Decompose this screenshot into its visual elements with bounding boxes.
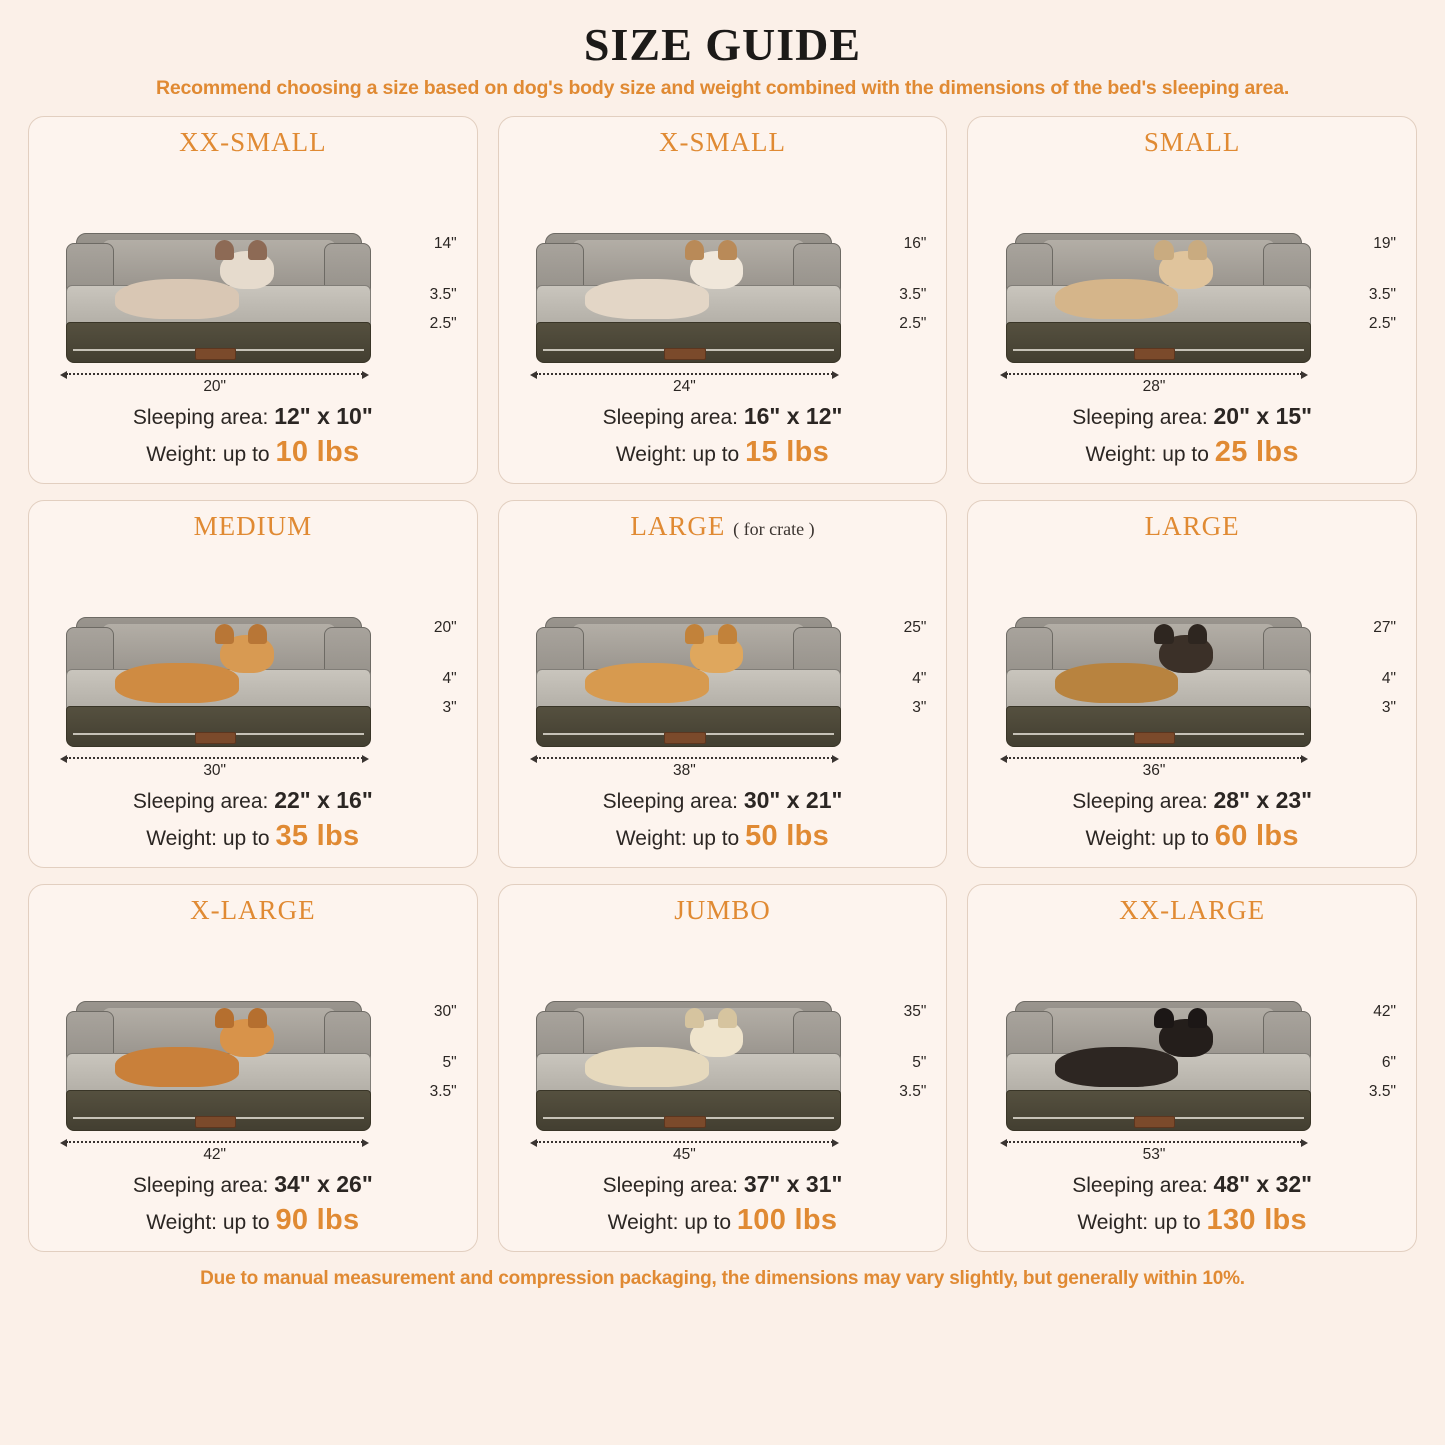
dim-thickness: 2.5" [429,314,457,332]
card-specs [511,786,935,855]
dim-height: 16" [903,235,927,253]
dim-thickness: 3.5" [1368,1082,1396,1100]
dim-bolster: 4" [1381,669,1396,687]
bed-illustration [980,928,1404,1170]
weight-label: Weight: [615,442,687,466]
dim-height: 25" [903,619,927,637]
card-title [511,895,935,926]
dim-width-line [1006,373,1303,396]
size-card [967,116,1417,484]
dim-width-line [66,757,363,780]
sleeping-area-value: 48" x 32" [1213,1171,1313,1198]
dim-bolster: 4" [442,669,457,687]
dim-height: 14" [433,235,457,253]
dim-bolster: 3.5" [899,285,927,303]
dog-bed-graphic [536,617,841,748]
weight-value: 60 lbs [1214,819,1299,852]
dim-bolster: 5" [912,1053,927,1071]
pet-illustration [585,251,744,319]
pet-ear-right [718,240,737,260]
brand-tag [664,732,705,744]
weight-line [980,1202,1404,1239]
dog-bed-graphic [66,617,371,748]
weight-upto: up to [222,826,270,850]
size-card-grid [28,116,1417,1252]
pet-body [1055,279,1179,318]
sleeping-area-line [511,402,935,432]
sleeping-area-label: Sleeping area: [602,406,738,430]
brand-tag [195,1116,236,1128]
dim-width-line [66,373,363,396]
dim-width-line [1006,1141,1303,1164]
weight-upto: up to [222,442,270,466]
pet-body [115,663,239,702]
card-title [980,127,1404,158]
size-card [967,500,1417,868]
card-specs [980,1170,1404,1239]
pet-ear-right [718,1008,737,1028]
brand-tag [1134,732,1175,744]
card-title [511,511,935,542]
pet-ear-right [248,240,267,260]
pet-body [585,1047,709,1086]
dim-thickness: 3" [442,698,457,716]
weight-upto: up to [1162,442,1209,466]
sleeping-area-label: Sleeping area: [1072,406,1208,430]
pet-ear-left [685,1008,704,1028]
dim-thickness: 2.5" [1368,314,1396,332]
sleeping-area-line [41,402,465,432]
card-size-name: XX-SMALL [179,127,327,157]
weight-label: Weight: [1085,826,1157,850]
card-specs [41,402,465,471]
dim-bolster: 3.5" [429,285,457,303]
weight-value: 100 lbs [736,1203,838,1236]
dim-height: 42" [1373,1003,1396,1021]
dim-thickness: 2.5" [899,314,927,332]
card-size-name: JUMBO [674,895,771,925]
weight-upto: up to [222,1210,270,1234]
sleeping-area-value: 16" x 12" [743,403,843,430]
pet-body [1055,663,1179,702]
pet-ear-left [1154,624,1173,644]
weight-upto: up to [1153,1210,1201,1234]
dim-width-line [536,1141,833,1164]
dim-thickness: 3" [912,698,927,716]
card-title [41,895,465,926]
dim-width-line [536,373,833,396]
dim-width: 30" [203,762,227,780]
weight-line [41,818,465,855]
dim-width: 28" [1142,378,1166,396]
sleeping-area-value: 34" x 26" [274,1171,373,1198]
card-size-note: ( for crate ) [733,519,815,539]
pet-ear-left [215,624,234,644]
card-size-name: SMALL [1143,127,1241,157]
pet-illustration [585,635,744,703]
dim-width: 20" [203,378,227,396]
sleeping-area-line [980,402,1404,432]
size-card [28,884,478,1252]
dim-width-line [1006,757,1303,780]
card-size-name: X-SMALL [658,127,786,157]
size-card [28,500,478,868]
dog-bed-graphic [66,1001,371,1132]
sleeping-area-label: Sleeping area: [132,790,269,814]
card-title [980,895,1404,926]
dim-thickness: 3" [1381,698,1396,716]
weight-upto: up to [692,442,740,466]
bed-base [66,1090,371,1131]
weight-value: 90 lbs [275,1203,360,1236]
brand-tag [195,348,236,360]
sleeping-area-label: Sleeping area: [132,406,269,430]
sleeping-area-label: Sleeping area: [132,1174,269,1198]
dog-bed-graphic [1006,233,1311,364]
pet-ear-right [248,1008,267,1028]
weight-line [41,434,465,471]
size-card [498,116,948,484]
size-card [28,116,478,484]
card-specs [41,1170,465,1239]
pet-body [585,663,709,702]
bed-illustration [511,544,935,786]
weight-value: 25 lbs [1214,435,1299,468]
dog-bed-graphic [536,1001,841,1132]
sleeping-area-value: 37" x 31" [743,1171,843,1198]
sleeping-area-value: 20" x 15" [1213,403,1313,430]
sleeping-area-line [511,786,935,816]
card-title [41,511,465,542]
brand-tag [664,1116,705,1128]
bed-illustration [41,544,465,786]
dog-bed-graphic [66,233,371,364]
bed-base [1006,1090,1311,1131]
weight-line [511,1202,935,1239]
sleeping-area-value: 28" x 23" [1213,787,1313,814]
card-size-name: XX-LARGE [1119,895,1266,925]
pet-ear-right [1188,1008,1207,1028]
bed-base [66,322,371,363]
bed-base [536,1090,841,1131]
size-card [967,884,1417,1252]
pet-ear-left [1154,240,1173,260]
card-title [980,511,1404,542]
card-specs [511,1170,935,1239]
pet-illustration [115,251,274,319]
card-size-name: MEDIUM [193,511,313,541]
sleeping-area-line [980,786,1404,816]
card-specs [41,786,465,855]
bed-base [66,706,371,747]
brand-tag [664,348,705,360]
dim-height: 27" [1373,619,1396,637]
sleeping-area-label: Sleeping area: [602,1174,738,1198]
weight-line [511,818,935,855]
sleeping-area-label: Sleeping area: [1072,790,1208,814]
brand-tag [1134,348,1175,360]
pet-illustration [585,1019,744,1087]
pet-ear-right [718,624,737,644]
sleeping-area-line [41,1170,465,1200]
bed-illustration [980,544,1404,786]
card-size-name: X-LARGE [190,895,316,925]
weight-value: 35 lbs [275,819,360,852]
disclaimer-note: Due to manual measurement and compression packaging, the dimensions may vary slightly, but generally within 10%. [200,1268,1245,1289]
card-specs [980,786,1404,855]
weight-value: 50 lbs [745,819,830,852]
pet-body [115,1047,239,1086]
pet-ear-left [685,240,704,260]
weight-value: 15 lbs [745,435,830,468]
dim-width: 38" [672,762,696,780]
pet-body [585,279,709,318]
weight-upto: up to [1162,826,1209,850]
dim-height: 20" [433,619,457,637]
weight-value: 10 lbs [275,435,360,468]
dim-width: 36" [1142,762,1166,780]
weight-label: Weight: [146,1210,218,1234]
dim-height: 19" [1373,235,1396,253]
card-size-name: LARGE [1144,511,1240,541]
dim-height: 35" [903,1003,927,1021]
pet-body [115,279,239,318]
page-subtitle: Recommend choosing a size based on dog's body size and weight combined with the dimensions of the bed's sleeping area. [155,77,1290,99]
bed-illustration [511,928,935,1170]
pet-body [1055,1047,1179,1086]
weight-label: Weight: [146,826,218,850]
weight-line [980,818,1404,855]
sleeping-area-label: Sleeping area: [602,790,738,814]
card-title [511,127,935,158]
dim-width: 45" [672,1146,696,1164]
bed-base [1006,322,1311,363]
bed-base [536,322,841,363]
dim-bolster: 3.5" [1368,285,1396,303]
sleeping-area-value: 22" x 16" [274,787,373,814]
dim-width: 24" [672,378,696,396]
sleeping-area-value: 30" x 21" [743,787,843,814]
pet-illustration [115,635,274,703]
sleeping-area-label: Sleeping area: [1072,1174,1208,1198]
dim-height: 30" [433,1003,457,1021]
card-specs [511,402,935,471]
weight-upto: up to [692,826,740,850]
brand-tag [1134,1116,1175,1128]
dim-width: 42" [203,1146,227,1164]
bed-illustration [41,160,465,402]
dim-width: 53" [1142,1146,1166,1164]
sleeping-area-line [980,1170,1404,1200]
pet-illustration [115,1019,274,1087]
dim-width-line [66,1141,363,1164]
size-card [498,500,948,868]
dim-thickness: 3.5" [899,1082,927,1100]
sleeping-area-value: 12" x 10" [274,403,373,430]
dim-bolster: 4" [912,669,927,687]
brand-tag [195,732,236,744]
pet-illustration [1055,251,1214,319]
pet-ear-right [248,624,267,644]
pet-illustration [1055,1019,1214,1087]
dim-thickness: 3.5" [429,1082,457,1100]
card-size-name: LARGE [630,511,726,541]
pet-ear-left [1154,1008,1173,1028]
pet-ear-right [1188,624,1207,644]
page-title: SIZE GUIDE [583,19,862,70]
card-title [41,127,465,158]
bed-base [1006,706,1311,747]
dog-bed-graphic [1006,617,1311,748]
weight-line [980,434,1404,471]
weight-label: Weight: [615,826,687,850]
dog-bed-graphic [1006,1001,1311,1132]
dog-bed-graphic [536,233,841,364]
size-card [498,884,948,1252]
dim-width-line [536,757,833,780]
weight-upto: up to [684,1210,732,1234]
weight-label: Weight: [607,1210,679,1234]
weight-label: Weight: [146,442,218,466]
bed-base [536,706,841,747]
bed-illustration [980,160,1404,402]
card-specs [980,402,1404,471]
sleeping-area-line [41,786,465,816]
weight-value: 130 lbs [1206,1203,1307,1236]
pet-ear-left [685,624,704,644]
pet-ear-left [215,1008,234,1028]
dim-bolster: 6" [1381,1053,1396,1071]
bed-illustration [511,160,935,402]
sleeping-area-line [511,1170,935,1200]
weight-label: Weight: [1077,1210,1149,1234]
weight-label: Weight: [1085,442,1157,466]
weight-line [41,1202,465,1239]
bed-illustration [41,928,465,1170]
pet-ear-left [215,240,234,260]
pet-illustration [1055,635,1214,703]
pet-ear-right [1188,240,1207,260]
dim-bolster: 5" [442,1053,457,1071]
weight-line [511,434,935,471]
